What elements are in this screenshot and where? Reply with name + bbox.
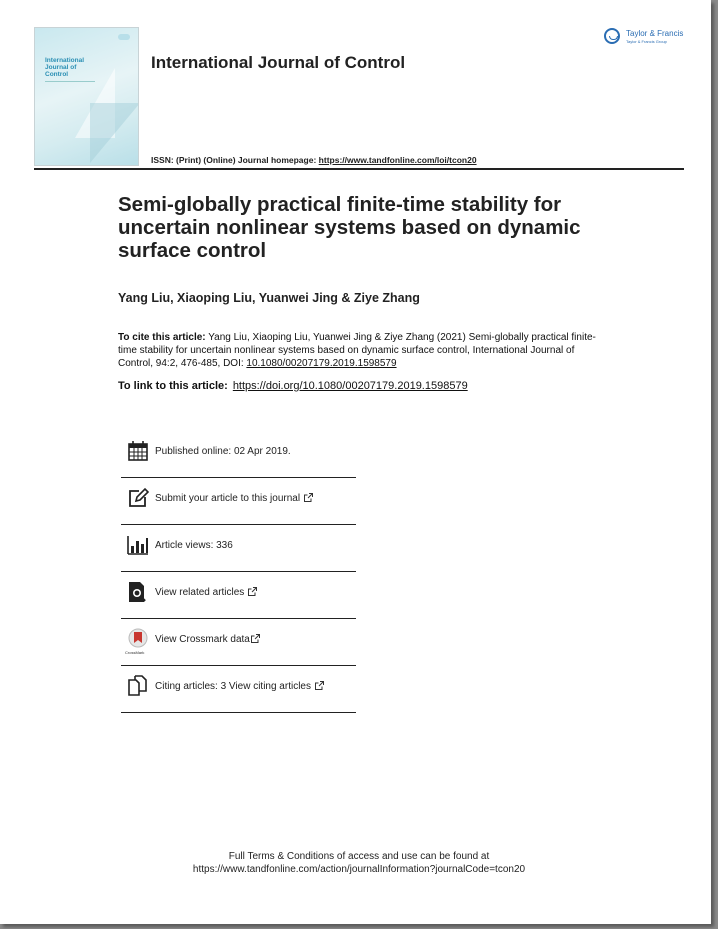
link-label: To link to this article: — [118, 380, 228, 392]
published-online-label: Published online: 02 Apr 2019. — [155, 446, 291, 457]
submit-article-label: Submit your article to this journal — [155, 493, 301, 504]
cite-text: Yang Liu, Xiaoping Liu, Yuanwei Jing & Ziye Zhang (2021) Semi-globally practical finite-time stability for uncertain nonlinear systems based on dynamic surface control, International Journal of Control, 94:2, 476-485, DOI: — [118, 332, 596, 369]
citing-articles-label: Citing articles: 3 View citing articles — [155, 681, 311, 692]
cite-label: To cite this article: — [118, 332, 206, 343]
article-authors: Yang Liu, Xiaoping Liu, Yuanwei Jing & Ziye Zhang — [118, 291, 420, 305]
terms-footer — [0, 850, 711, 876]
article-views-row — [121, 524, 356, 572]
related-articles-label: View related articles — [155, 587, 245, 598]
external-link-icon — [315, 681, 323, 689]
bar-chart-icon — [127, 534, 149, 556]
search-document-icon — [127, 581, 149, 603]
article-link-line — [118, 380, 468, 392]
article-title: Semi-globally practical finite-time stability for uncertain nonlinear systems based on dynamic surface control — [118, 193, 581, 262]
calendar-icon — [127, 440, 149, 462]
citing-articles-row[interactable] — [121, 665, 356, 713]
citation-block — [118, 332, 598, 370]
article-doi-link[interactable]: https://doi.org/10.1080/00207179.2019.1598579 — [232, 380, 468, 392]
header-divider — [34, 168, 684, 170]
crossmark-caption: CrossMark — [125, 650, 145, 655]
issn-line — [151, 155, 477, 165]
cover-title: International Journal of Control — [45, 57, 85, 78]
issn-label: ISSN: (Print) (Online) Journal homepage: — [151, 155, 317, 165]
journal-name: International Journal of Control — [151, 53, 406, 72]
crossmark-row[interactable] — [121, 618, 356, 666]
external-link-icon — [251, 634, 259, 642]
footer-terms-link[interactable]: https://www.tandfonline.com/action/journalInformation?journalCode=tcon20 — [192, 864, 526, 875]
journal-homepage-link[interactable]: https://www.tandfonline.com/loi/tcon20 — [318, 155, 477, 165]
copy-documents-icon — [127, 675, 149, 697]
edit-icon — [127, 487, 149, 509]
cover-logo — [118, 34, 130, 40]
crossmark-icon — [125, 628, 149, 655]
publisher-group: Taylor & Francis Group — [626, 39, 667, 44]
publisher-name: Taylor & Francis — [626, 29, 684, 38]
article-views-label: Article views: 336 — [155, 540, 233, 551]
crossmark-label: View Crossmark data — [155, 634, 250, 645]
external-link-icon — [304, 493, 312, 501]
submit-article-row[interactable] — [121, 477, 356, 525]
related-articles-row[interactable] — [121, 571, 356, 619]
publisher-logo-icon — [604, 28, 620, 44]
cite-doi-link[interactable]: 10.1080/00207179.2019.1598579 — [246, 357, 397, 369]
journal-cover-image — [34, 27, 139, 166]
external-link-icon — [248, 587, 256, 595]
published-online-row — [121, 430, 356, 478]
footer-line-1: Full Terms & Conditions of access and use can be found at — [228, 851, 490, 862]
